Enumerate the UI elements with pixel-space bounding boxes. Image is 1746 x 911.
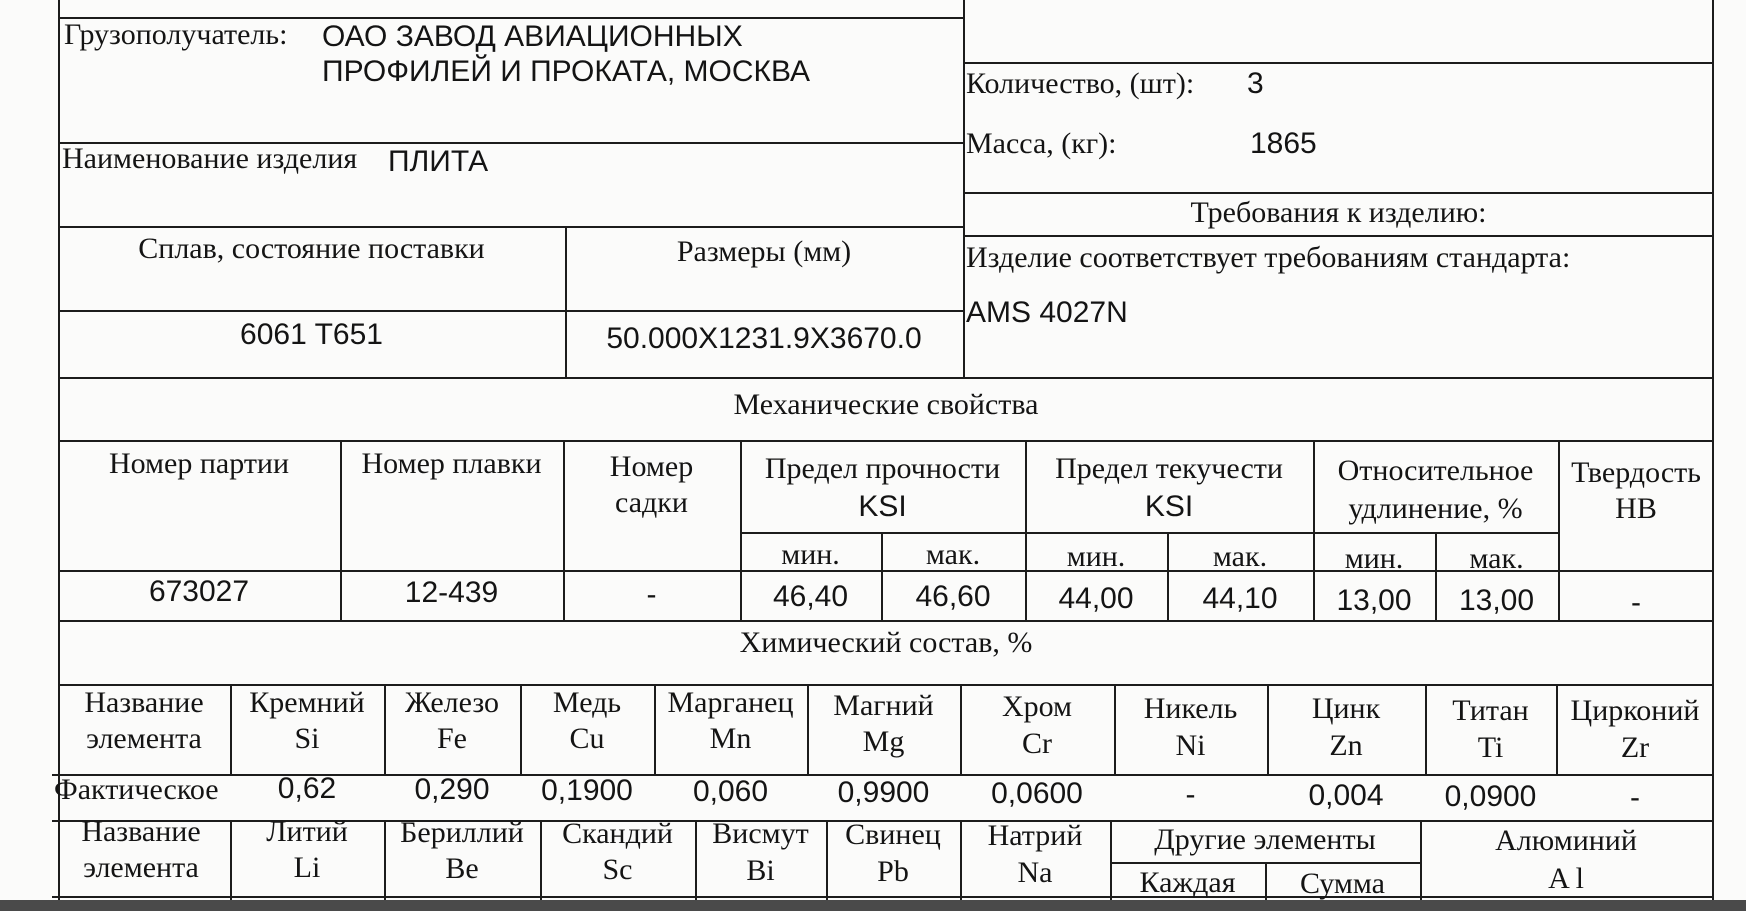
- rule: [963, 235, 1714, 237]
- yield-header-line2: KSI: [1144, 490, 1194, 523]
- element-fe-symbol: Fe: [437, 722, 467, 755]
- consignee-name-line2: ПРОФИЛЕЙ И ПРОКАТА, МОСКВА: [322, 55, 810, 88]
- yield-min-value: 44,00: [1058, 582, 1134, 615]
- element-mg-value: 0,9900: [837, 776, 930, 809]
- element-zr-name: Цирконий: [1570, 694, 1700, 727]
- element-ti-symbol: Ti: [1477, 731, 1504, 764]
- element-ni-name: Никель: [1143, 692, 1238, 725]
- element-mg-symbol: Mg: [862, 725, 905, 758]
- rule: [58, 440, 1714, 442]
- element-name-label2-line2: элемента: [83, 851, 199, 884]
- other-each-header: Каждая: [1139, 866, 1236, 899]
- element-mn-value: 0,060: [692, 775, 769, 808]
- dimensions-header: Размеры (мм): [676, 235, 852, 268]
- mechanical-title: Механические свойства: [733, 388, 1039, 421]
- charge-header-line2: садки: [615, 486, 688, 519]
- element-ni-value: -: [1185, 778, 1196, 811]
- elongation-min-header: мин.: [1344, 542, 1404, 575]
- hardness-value: -: [1631, 586, 1641, 619]
- element-bi-name: Висмут: [712, 817, 809, 850]
- rule: [58, 377, 1714, 379]
- elongation-max-header: мак.: [1469, 542, 1524, 575]
- element-zr-symbol: Zr: [1620, 731, 1650, 764]
- hardness-header-line2: HB: [1615, 492, 1657, 525]
- aluminum-symbol: A l: [1548, 862, 1584, 895]
- element-si-name: Кремний: [249, 686, 365, 719]
- elongation-min-value: 13,00: [1336, 584, 1412, 617]
- element-cr-symbol: Cr: [1022, 727, 1052, 760]
- yield-min-header: мин.: [1066, 540, 1126, 573]
- scan-edge: [0, 900, 1746, 911]
- element-cu-symbol: Cu: [569, 722, 605, 755]
- element-ti-value: 0,0900: [1444, 780, 1537, 813]
- element-sc-symbol: Sc: [602, 853, 633, 886]
- element-pb-symbol: Pb: [877, 855, 909, 888]
- element-name-label-line2: элемента: [86, 722, 202, 755]
- heat-header: Номер плавки: [361, 447, 542, 480]
- tensile-min-header: мин.: [781, 538, 840, 571]
- element-li-name: Литий: [266, 815, 348, 848]
- element-bi-symbol: Bi: [746, 854, 775, 887]
- element-zn-symbol: Zn: [1329, 729, 1363, 762]
- element-li-symbol: Li: [293, 851, 321, 884]
- element-cr-name: Хром: [1001, 690, 1073, 723]
- tensile-min-value: 46,40: [772, 580, 849, 613]
- rule: [740, 532, 1560, 534]
- tensile-header-line1: Предел прочности: [764, 452, 1001, 485]
- element-name-label2-line1: Название: [81, 815, 201, 848]
- element-si-value: 0,62: [277, 772, 337, 805]
- batch-value: 673027: [148, 575, 250, 608]
- tensile-max-header: мак.: [925, 538, 981, 571]
- requirements-text: Изделие соответствует требованиям стандарта:: [966, 241, 1571, 274]
- rule: [58, 620, 1714, 622]
- actual-label: Фактическое: [54, 773, 219, 806]
- elongation-header-line1: Относительное: [1337, 454, 1534, 487]
- consignee-label: Грузополучатель:: [64, 18, 288, 51]
- rule: [963, 192, 1714, 194]
- charge-value: -: [646, 578, 657, 611]
- elongation-header-line2: удлинение, %: [1348, 492, 1523, 525]
- rule: [58, 226, 963, 228]
- batch-header: Номер партии: [108, 447, 290, 480]
- element-mn-name: Марганец: [667, 686, 794, 719]
- tensile-max-value: 46,60: [915, 580, 991, 613]
- yield-max-header: мак.: [1212, 540, 1268, 573]
- aluminum-name: Алюминий: [1495, 824, 1637, 857]
- element-mn-symbol: Mn: [709, 722, 752, 755]
- heat-value: 12-439: [404, 576, 499, 609]
- rule: [58, 310, 963, 312]
- requirements-header: Требования к изделию:: [1190, 196, 1487, 229]
- alloy-header: Сплав, состояние поставки: [138, 232, 485, 265]
- product-value: ПЛИТА: [388, 145, 489, 178]
- element-zr-value: -: [1630, 781, 1640, 814]
- consignee-name-line1: ОАО ЗАВОД АВИАЦИОННЫХ: [322, 20, 743, 53]
- element-sc-name: Скандий: [562, 817, 673, 850]
- mass-value: 1865: [1250, 127, 1317, 160]
- other-elements-header: Другие элементы: [1154, 823, 1376, 856]
- chemical-title: Химический состав, %: [739, 626, 1033, 659]
- element-ti-name: Титан: [1452, 694, 1529, 727]
- element-mg-name: Магний: [833, 689, 934, 722]
- element-cu-name: Медь: [552, 686, 622, 719]
- rule: [963, 0, 965, 377]
- product-label: Наименование изделия: [62, 142, 358, 175]
- element-be-name: Бериллий: [400, 816, 524, 849]
- yield-header-line1: Предел текучести: [1055, 452, 1283, 485]
- element-na-name: Натрий: [987, 819, 1083, 852]
- element-fe-name: Железо: [405, 686, 499, 719]
- element-si-symbol: Si: [294, 722, 320, 755]
- element-be-symbol: Be: [445, 852, 479, 885]
- other-sum-header: Сумма: [1300, 867, 1385, 900]
- element-cr-value: 0,0600: [991, 777, 1083, 810]
- element-cu-value: 0,1900: [541, 774, 633, 807]
- charge-header-line1: Номер: [609, 450, 694, 483]
- quantity-value: 3: [1247, 67, 1264, 100]
- mass-label: Масса, (кг):: [966, 127, 1117, 160]
- element-zn-name: Цинк: [1311, 692, 1381, 725]
- element-pb-name: Свинец: [845, 818, 941, 851]
- standard-value: AMS 4027N: [966, 296, 1128, 329]
- element-zn-value: 0,004: [1308, 779, 1384, 812]
- elongation-max-value: 13,00: [1458, 584, 1535, 617]
- element-ni-symbol: Ni: [1175, 729, 1206, 762]
- yield-max-value: 44,10: [1202, 582, 1278, 615]
- element-na-symbol: Na: [1017, 856, 1053, 889]
- quantity-label: Количество, (шт):: [966, 67, 1195, 100]
- tensile-header-line2: KSI: [858, 490, 907, 523]
- alloy-value: 6061 T651: [240, 318, 383, 351]
- element-name-label-line1: Название: [84, 686, 204, 719]
- dimensions-value: 50.000X1231.9X3670.0: [606, 322, 922, 355]
- rule: [52, 896, 1714, 898]
- hardness-header-line1: Твердость: [1571, 456, 1701, 489]
- element-fe-value: 0,290: [414, 773, 490, 806]
- rule: [963, 62, 1714, 64]
- rule: [1712, 0, 1714, 900]
